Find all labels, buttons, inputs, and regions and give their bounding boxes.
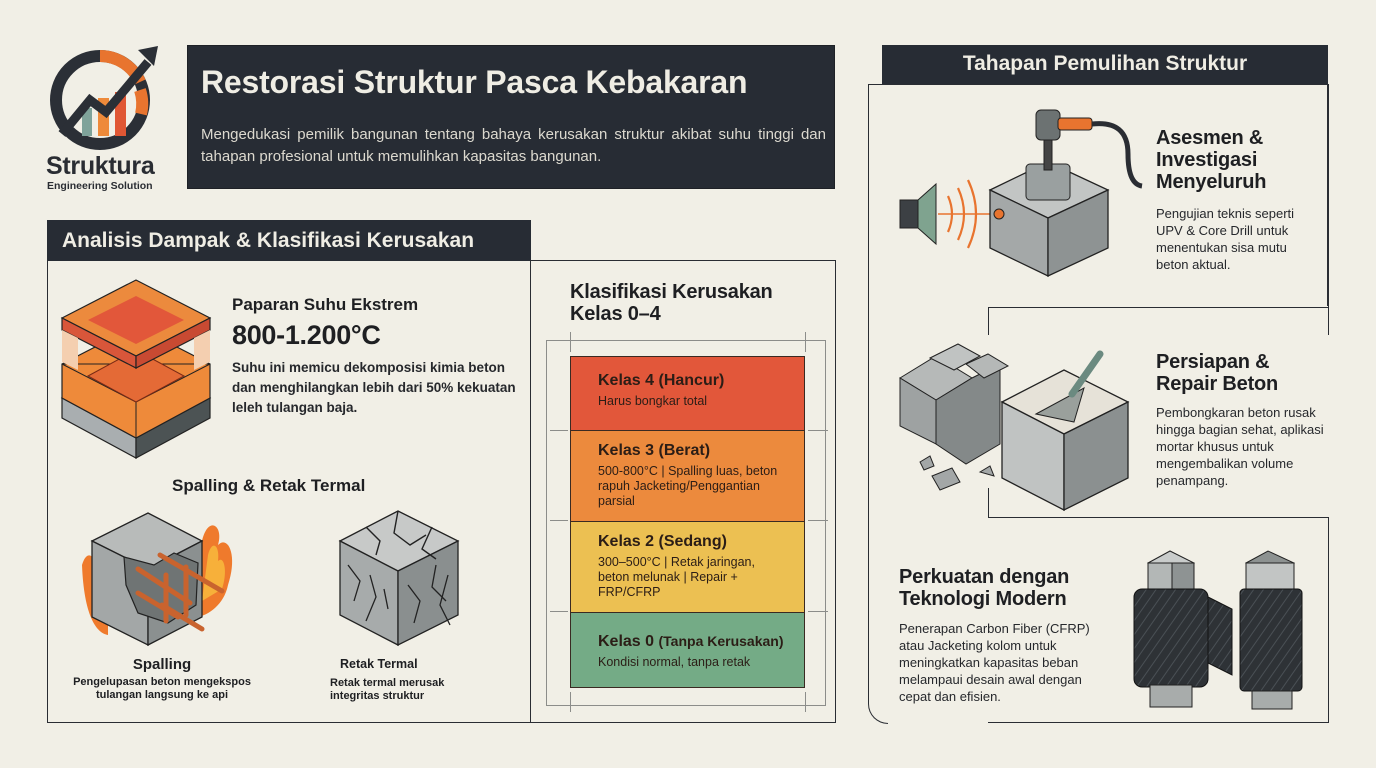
- temperature-value: 800-1.200°C: [232, 320, 381, 350]
- broken-concrete-trowel-icon: [896, 334, 1138, 514]
- guide-line: [570, 692, 571, 712]
- assessment-illustration: [898, 104, 1146, 284]
- page-title: Restorasi Struktur Pasca Kebakaran: [201, 64, 748, 100]
- step-divider: [988, 307, 1329, 335]
- guide-line: [808, 430, 828, 431]
- class-level-3: Kelas 3 (Berat) 500-800°C | Spalling luas, beton rapuh Jacketing/Penggantian parsial: [571, 431, 804, 522]
- guide-line: [550, 430, 568, 431]
- thermal-crack-illustration: [336, 505, 462, 652]
- temperature-description: Suhu ini memicu dekomposisi kimia beton dan menghilangkan lebih dari 50% kekuatan leleh tulangan baja.: [232, 360, 516, 415]
- guide-line: [550, 520, 568, 521]
- class-level-4: Kelas 4 (Hancur) Harus bongkar total: [571, 357, 804, 431]
- analysis-section-title: Analisis Dampak & Klasifikasi Kerusakan: [47, 220, 531, 261]
- step-1-description: Pengujian teknis seperti UPV & Core Drill untuk menentukan sisa mutu beton aktual.: [1156, 206, 1295, 272]
- guide-line: [550, 611, 568, 612]
- hero-banner: [187, 45, 835, 189]
- spalling-description: Pengelupasan beton mengekspos tulangan langsung ke api: [73, 676, 251, 701]
- spalling-label: Spalling: [132, 656, 192, 673]
- class-level-2: Kelas 2 (Sedang) 300–500°C | Retak jaringan, beton melunak | Repair + FRP/CFRP: [571, 522, 804, 613]
- classification-title: Klasifikasi Kerusakan Kelas 0–4: [570, 281, 773, 325]
- logo: [48, 42, 160, 152]
- recovery-section-title: Tahapan Pemulihan Struktur: [882, 45, 1328, 85]
- step-2-description: Pembongkaran beton rusak hingga bagian sehat, aplikasi mortar khusus untuk mengembalikan volume penampang.: [1156, 405, 1324, 488]
- recovery-rail-left: [868, 84, 888, 724]
- classification-stack: [570, 356, 805, 688]
- core-drill-upv-icon: [898, 104, 1146, 279]
- spalling-illustration: [78, 505, 244, 652]
- heat-layers-illustration: [58, 278, 214, 465]
- repair-illustration: [896, 334, 1138, 519]
- step-3-title: Perkuatan dengan Teknologi Modern: [899, 566, 1070, 610]
- page-description: Mengedukasi pemilik bangunan tentang bahaya kerusakan struktur akibat suhu tinggi dan tahapan profesional untuk memulihkan kapasitas bangunan.: [201, 126, 826, 165]
- damage-types-title: Spalling & Retak Termal: [172, 476, 366, 495]
- guide-line: [570, 332, 571, 352]
- spalling-cube-fire-icon: [78, 505, 244, 647]
- guide-line: [805, 692, 806, 712]
- cracked-cube-icon: [336, 505, 462, 647]
- step-2-title: Persiapan & Repair Beton: [1156, 351, 1279, 395]
- heat-block-icon: [58, 278, 214, 460]
- guide-line: [808, 611, 828, 612]
- guide-line: [805, 332, 806, 352]
- class-level-0: Kelas 0 (Tanpa Kerusakan) Kondisi normal, tanpa retak: [571, 613, 804, 687]
- step-1-title: Asesmen & Investigasi Menyeluruh: [1156, 127, 1267, 193]
- step-3-description: Penerapan Carbon Fiber (CFRP) atau Jacketing kolom untuk meningkatkan kapasitas beban melampaui desain awal dengan cepat dan efisien.: [899, 621, 1090, 704]
- logo-growth-chart-icon: [48, 42, 160, 152]
- logo-tagline: Engineering Solution: [47, 180, 153, 192]
- panel-divider: [531, 260, 836, 261]
- step-divider: [1328, 84, 1329, 308]
- cfrp-illustration: [1128, 545, 1328, 720]
- carbon-fiber-column-icon: [1128, 545, 1328, 715]
- temperature-title: Paparan Suhu Ekstrem: [232, 295, 419, 314]
- panel-divider: [530, 260, 531, 723]
- thermal-crack-label: Retak Termal: [340, 657, 418, 671]
- logo-name: Struktura: [46, 152, 155, 180]
- thermal-crack-description: Retak termal merusak integritas struktur: [330, 677, 445, 702]
- guide-line: [808, 520, 828, 521]
